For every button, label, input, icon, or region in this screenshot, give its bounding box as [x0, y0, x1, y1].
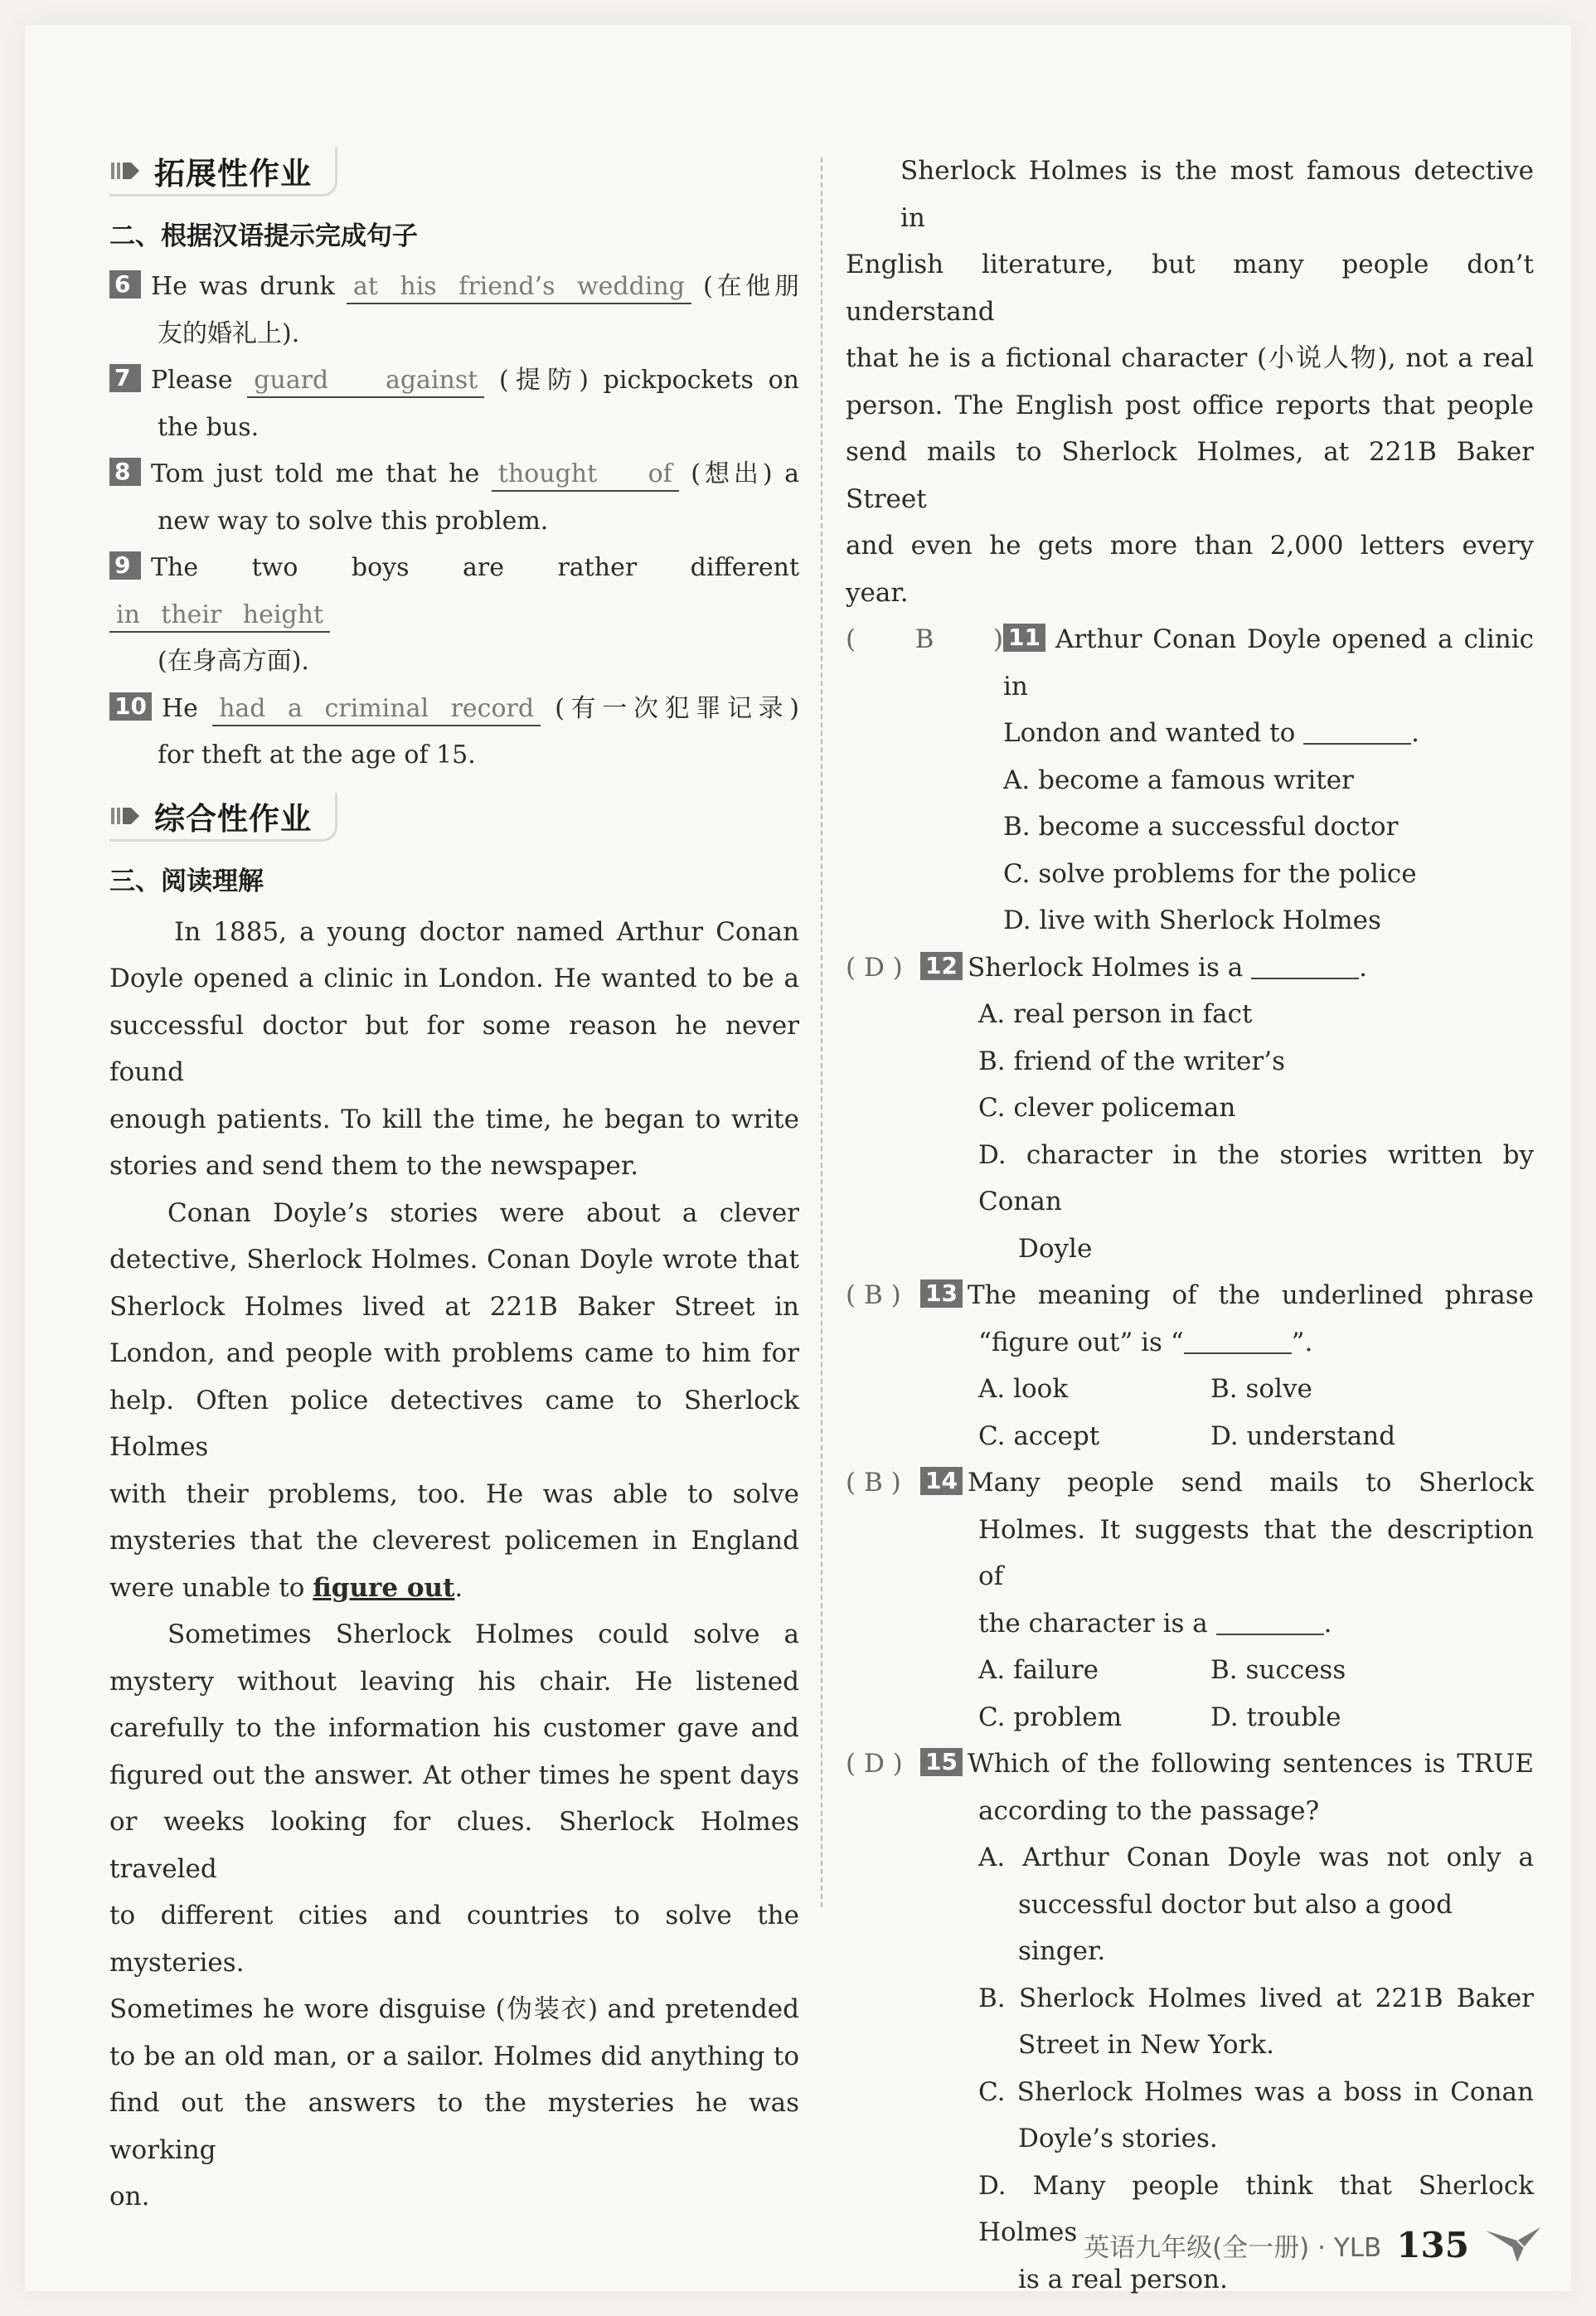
- sentence-item-6-cont: 友的婚礼上).: [158, 318, 300, 348]
- option-b[interactable]: B. solve: [1210, 1374, 1312, 1404]
- sentence-item-6: [109, 264, 799, 311]
- question-line: [846, 1319, 1534, 1367]
- option-a[interactable]: A. failure: [978, 1655, 1099, 1685]
- option-d[interactable]: D. understand: [1210, 1420, 1396, 1451]
- sentence-item-8-cont: new way to solve this problem.: [158, 506, 549, 536]
- question-number: 15: [920, 1748, 963, 1776]
- passage-line: Doyle opened a clinic in London. He wanted to be a: [109, 964, 799, 993]
- passage-line: Sometimes he wore disguise (伪装衣) and pretended: [109, 1994, 799, 2024]
- question-text: Holmes. It suggests that the description of: [978, 1514, 1534, 1591]
- question-line: [846, 1272, 1534, 1319]
- text: He: [161, 693, 198, 723]
- question-line: [846, 944, 1534, 992]
- passage-line: detective, Sherlock Holmes. Conan Doyle wrote that: [109, 1245, 799, 1275]
- passage-line: to different cities and countries to solve the mysteries.: [109, 1901, 799, 1978]
- section-title: 综合性作业: [154, 800, 312, 837]
- passage-line: English literature, but many people don’t understand: [846, 250, 1534, 327]
- arrow-icon: [109, 799, 143, 833]
- question-text-wrap: [920, 1741, 1534, 1788]
- passage-line: London, and people with problems came to him for: [109, 1338, 799, 1368]
- passage-line: figured out the answer. At other times he spent days: [109, 1760, 799, 1790]
- option-b-cont: Street in New York.: [1018, 2030, 1275, 2060]
- options-row: [846, 1647, 1534, 1694]
- answer-blank: thought of: [492, 459, 679, 492]
- passage-line: and even he gets more than 2,000 letters every year.: [846, 531, 1534, 608]
- text: (有一次犯罪记录): [555, 693, 799, 723]
- question-text-wrap: [920, 944, 1367, 992]
- text: He was drunk: [151, 272, 335, 301]
- right-column: [846, 148, 1534, 2303]
- question-line: [846, 616, 1534, 710]
- item-number: 8: [109, 458, 141, 486]
- text: The two boys are rather different: [151, 553, 799, 582]
- passage-line: successful doctor but for some reason he never found: [109, 1010, 799, 1087]
- question-11: [846, 616, 1534, 944]
- book-title: 英语九年级(全一册) · YLB: [1084, 2232, 1382, 2263]
- passage-line: Sherlock Holmes is the most famous detective in: [900, 156, 1534, 233]
- answer-blank: [1184, 1331, 1292, 1354]
- options-row: [846, 1413, 1534, 1460]
- option-a[interactable]: A. real person in fact: [978, 999, 1253, 1029]
- question-text: Sherlock Holmes is a: [967, 952, 1244, 983]
- question-line: [846, 710, 1534, 757]
- question-line: [846, 1459, 1534, 1507]
- question-text: London and wanted to: [1003, 718, 1296, 748]
- answer-mark: ( D ): [846, 1749, 903, 1779]
- passage-continued: [846, 148, 1534, 616]
- passage-line: enough patients. To kill the time, he began to write: [109, 1104, 799, 1134]
- passage-line: with their problems, too. He was able to solve: [109, 1478, 799, 1509]
- underlined-phrase: figure out: [313, 1572, 455, 1603]
- answer-blank: [1251, 956, 1359, 979]
- section-header-extension: [109, 148, 337, 197]
- passage-line: [109, 1565, 799, 1612]
- bird-logo-icon: [1484, 2222, 1542, 2267]
- option-c[interactable]: C. accept: [978, 1420, 1100, 1451]
- text: (在他朋: [703, 272, 799, 301]
- sentence-item-7: [109, 357, 799, 405]
- question-text: according to the passage?: [978, 1795, 1320, 1826]
- text: Please: [151, 366, 233, 395]
- passage-line: find out the answers to the mysteries he was working: [109, 2088, 799, 2165]
- option-a[interactable]: A. look: [978, 1374, 1069, 1404]
- question-number: 11: [1003, 624, 1045, 652]
- text: .: [1323, 1608, 1332, 1639]
- option-b[interactable]: B. become a successful doctor: [1003, 812, 1399, 842]
- question-text: Which of the following sentences is TRUE: [967, 1749, 1534, 1779]
- passage-line: Sherlock Holmes lived at 221B Baker Street in: [109, 1291, 799, 1322]
- sentence-item-9-cont: (在身高方面).: [158, 647, 309, 676]
- answer-blank: [1216, 1612, 1324, 1635]
- question-text-wrap: [920, 1272, 1534, 1319]
- text: .: [1411, 718, 1420, 748]
- text: ”.: [1291, 1327, 1313, 1357]
- section-header-comprehensive: [109, 793, 337, 842]
- passage-line: Conan Doyle’s stories were about a clever: [167, 1197, 799, 1228]
- question-13: [846, 1272, 1534, 1459]
- question-text-wrap: [920, 1459, 1534, 1507]
- exercise-heading: 三、阅读理解: [109, 866, 264, 896]
- section-title: 拓展性作业: [154, 156, 312, 192]
- sentence-item-7-cont: the bus.: [158, 412, 260, 442]
- item-number: 9: [109, 551, 141, 580]
- item-number: 6: [109, 270, 141, 299]
- text: .: [1359, 952, 1367, 983]
- option-d-cont: is a real person.: [1018, 2264, 1228, 2294]
- answer-mark: ( B ): [846, 1280, 901, 1310]
- passage-line: mystery without leaving his chair. He listened: [109, 1666, 799, 1697]
- option-d[interactable]: D. trouble: [1210, 1702, 1341, 1732]
- question-number: 13: [920, 1279, 963, 1308]
- question-text: “figure out” is “: [978, 1327, 1184, 1357]
- option-c[interactable]: C. Sherlock Holmes was a boss in Conan: [978, 2076, 1534, 2107]
- answer-blank: [1303, 721, 1411, 745]
- option-a-cont: successful doctor but also a good singer.: [1018, 1889, 1453, 1966]
- answer-blank: at his friend’s wedding: [347, 271, 691, 304]
- item-number: 10: [109, 692, 152, 721]
- option-c[interactable]: C. clever policeman: [978, 1093, 1236, 1123]
- passage-line: carefully to the information his customer gave and: [109, 1713, 799, 1743]
- option-b[interactable]: B. success: [1210, 1655, 1346, 1685]
- passage-line: that he is a fictional character (小说人物), not a real: [846, 343, 1534, 373]
- answer-mark: ( D ): [846, 952, 903, 983]
- question-14: [846, 1459, 1534, 1741]
- sentence-item-8: [109, 451, 799, 498]
- item-number: 7: [109, 364, 141, 392]
- option-d-cont: Doyle: [1018, 1233, 1093, 1264]
- answer-blank: guard against: [247, 365, 484, 398]
- option-d[interactable]: D. character in the stories written by Conan: [978, 1139, 1534, 1216]
- option-d[interactable]: D. live with Sherlock Holmes: [1003, 906, 1381, 935]
- option-b[interactable]: B. friend of the writer’s: [978, 1046, 1285, 1076]
- question-text: Arthur Conan Doyle opened a clinic in: [1003, 624, 1534, 702]
- text: .: [454, 1572, 463, 1603]
- passage: [109, 909, 799, 2221]
- passage-line: help. Often police detectives came to Sherlock Holmes: [109, 1385, 799, 1462]
- passage-line: In 1885, a young doctor named Arthur Conan: [174, 916, 799, 947]
- question-text-wrap: [1003, 616, 1534, 710]
- answer-mark: ( B ): [846, 1468, 901, 1498]
- text: (提防) pickpockets on: [499, 366, 799, 395]
- answer-blank: had a criminal record: [212, 693, 541, 726]
- passage-line: mysteries that the cleverest policemen in England: [109, 1526, 799, 1556]
- sentence-item-9: [109, 545, 799, 638]
- question-15: [846, 1741, 1534, 2303]
- left-column: [109, 148, 799, 2221]
- workbook-page: [25, 25, 1571, 2294]
- question-text: The meaning of the underlined phrase: [967, 1280, 1534, 1310]
- answer-mark: ( B ): [846, 624, 1003, 654]
- passage-line: Sometimes Sherlock Holmes could solve a: [167, 1619, 799, 1649]
- option-c[interactable]: C. solve problems for the police: [1003, 858, 1417, 889]
- answer-blank: in their height: [109, 600, 330, 633]
- question-text: the character is a: [978, 1608, 1208, 1639]
- option-a[interactable]: A. Arthur Conan Doyle was not only a: [978, 1843, 1534, 1872]
- question-text: Many people send mails to Sherlock: [967, 1468, 1534, 1498]
- passage-line: to be an old man, or a sailor. Holmes did anything to: [109, 2041, 799, 2071]
- question-line: [846, 1600, 1534, 1648]
- passage-line: stories and send them to the newspaper.: [109, 1151, 639, 1181]
- text: (想出) a: [691, 459, 799, 488]
- option-d[interactable]: D. Many people think that Sherlock Holmes: [978, 2170, 1534, 2247]
- option-a[interactable]: A. become a famous writer: [1003, 765, 1354, 795]
- page-footer: [1028, 2222, 1542, 2267]
- passage-line: send mails to Sherlock Holmes, at 221B Baker Street: [846, 437, 1534, 514]
- passage-line: person. The English post office reports that people: [846, 390, 1534, 420]
- passage-line: on.: [109, 2182, 150, 2212]
- passage-line: or weeks looking for clues. Sherlock Holmes traveled: [109, 1807, 799, 1884]
- question-number: 12: [920, 952, 963, 980]
- option-c-cont: Doyle’s stories.: [1018, 2124, 1218, 2153]
- options-row: [846, 1366, 1534, 1413]
- text: were unable to: [109, 1572, 313, 1603]
- question-line: [846, 1741, 1534, 1788]
- page-number: 135: [1396, 2224, 1469, 2265]
- exercise-heading: 二、根据汉语提示完成句子: [109, 221, 418, 251]
- option-b[interactable]: B. Sherlock Holmes lived at 221B Baker: [978, 1983, 1534, 2013]
- arrow-icon: [109, 154, 143, 187]
- text: Tom just told me that he: [151, 459, 480, 488]
- sentence-item-10-cont: for theft at the age of 15.: [158, 740, 476, 770]
- options-row: [846, 1694, 1534, 1741]
- sentence-item-10: [109, 686, 799, 733]
- question-number: 14: [920, 1467, 963, 1495]
- column-divider: [821, 158, 822, 1907]
- question-12: [846, 944, 1534, 1273]
- option-c[interactable]: C. problem: [978, 1702, 1123, 1732]
